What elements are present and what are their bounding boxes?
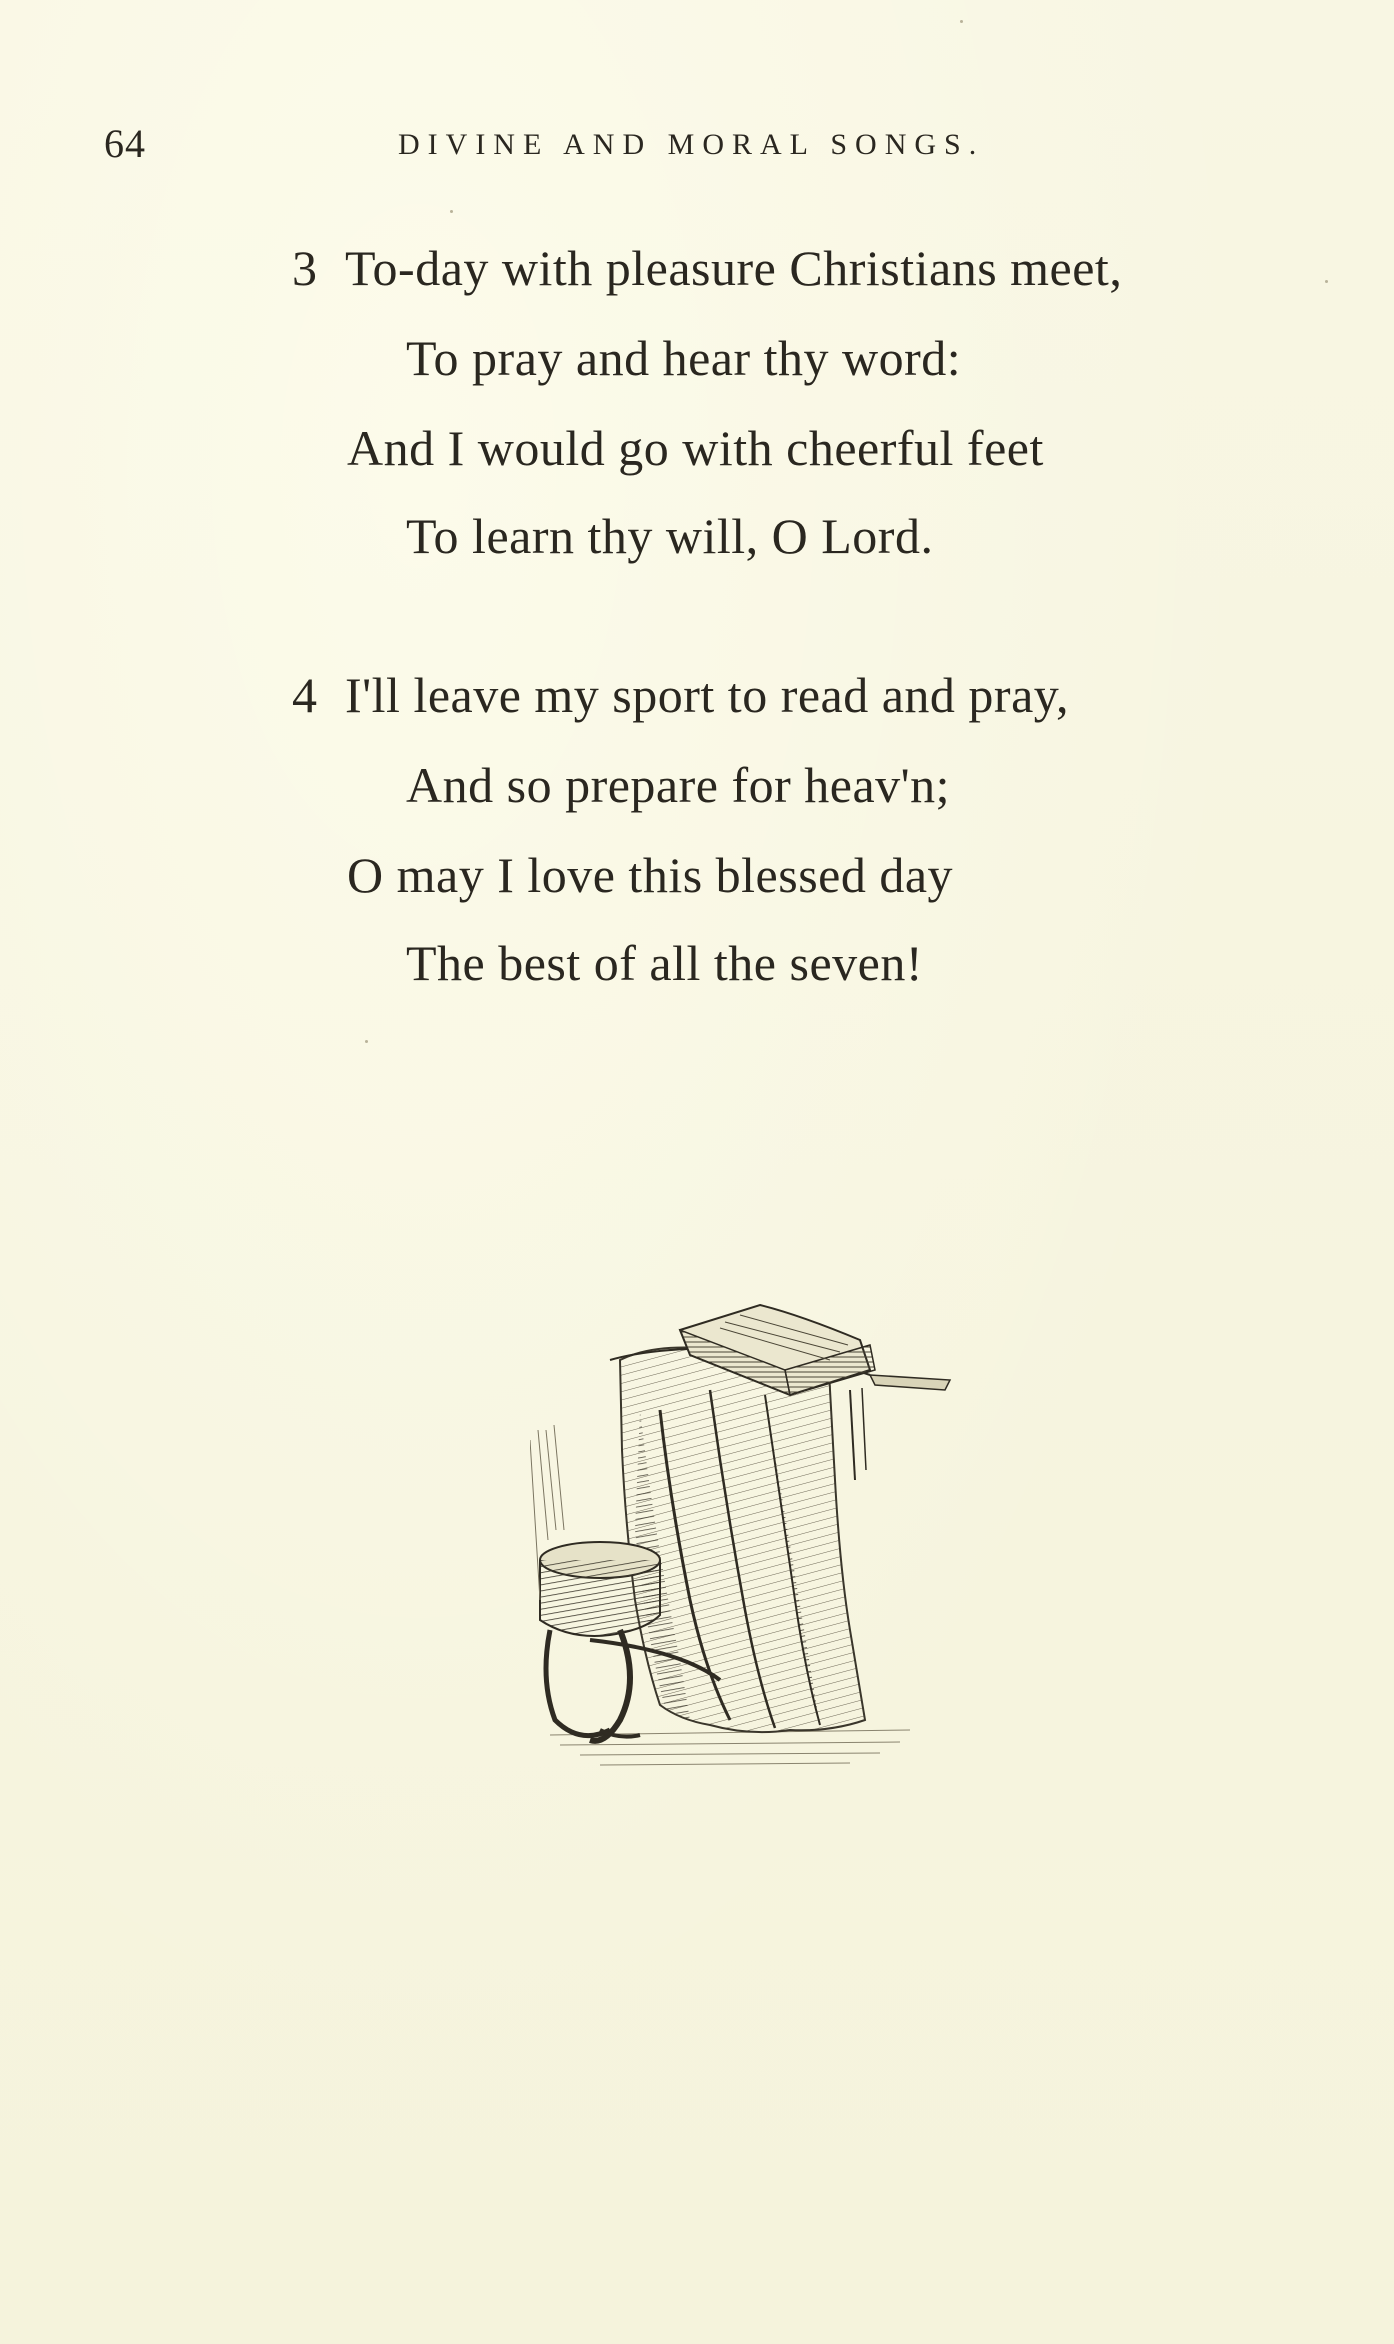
engraving-icon <box>530 1300 970 1790</box>
page-number: 64 <box>104 121 146 166</box>
verse-line: O may I love this blessed day <box>347 847 954 903</box>
paper-speck <box>365 1040 368 1043</box>
paper-speck <box>1325 280 1328 283</box>
verse-line: I'll leave my sport to read and pray, <box>345 667 1070 723</box>
running-head: DIVINE AND MORAL SONGS. <box>398 128 985 161</box>
verse-line: And I would go with cheerful feet <box>347 420 1044 476</box>
verse-line: And so prepare for heav'n; <box>406 757 951 813</box>
paper-speck <box>450 210 453 213</box>
verse-line: To-day with pleasure Christians meet, <box>345 240 1123 296</box>
paper-speck <box>960 20 963 23</box>
verse-line: To pray and hear thy word: <box>406 330 962 386</box>
table-bible-illustration <box>530 1300 970 1790</box>
verse-line: To learn thy will, O Lord. <box>406 508 934 564</box>
stanza-number: 3 <box>292 240 317 296</box>
verse-line: The best of all the seven! <box>406 935 923 991</box>
stanza-number: 4 <box>292 667 317 723</box>
